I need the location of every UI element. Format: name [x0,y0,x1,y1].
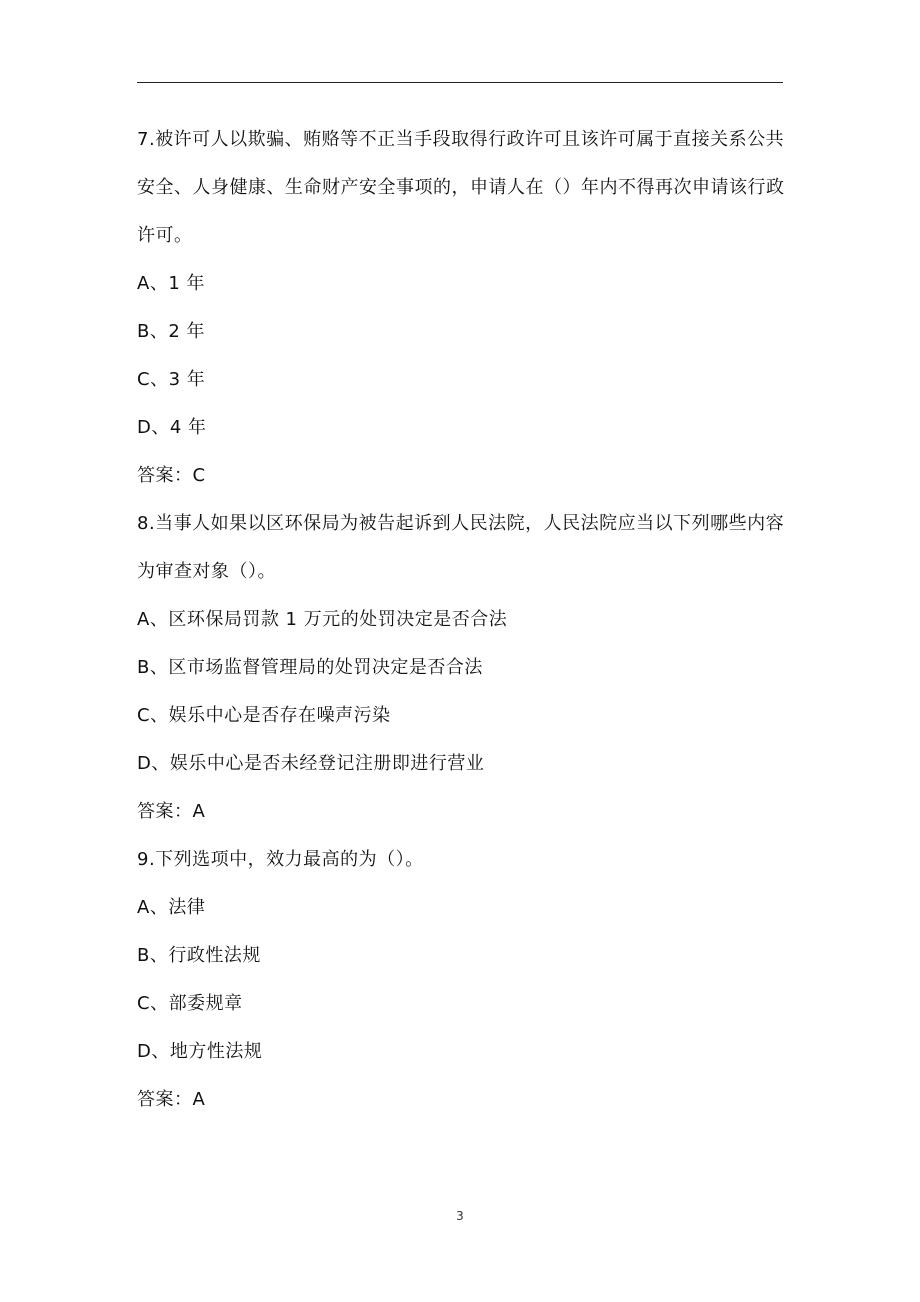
option-b: B、区市场监督管理局的处罚决定是否合法 [137,657,483,678]
question-stem-line: 为审查对象（）。 [137,561,276,582]
question-stem-line: 9.下列选项中，效力最高的为（）。 [137,849,424,870]
answer: 答案：A [137,1089,206,1110]
option-b: B、行政性法规 [137,945,261,966]
option-a: A、1 年 [137,273,205,294]
question-stem-line: 许可。 [137,225,193,246]
question-7 [137,116,787,500]
option-d: D、娱乐中心是否未经登记注册即进行营业 [137,753,485,774]
option-d: D、4 年 [137,417,207,438]
option-c: C、3 年 [137,369,206,390]
answer: 答案：C [137,465,206,486]
question-stem-line: 8.当事人如果以区环保局为被告起诉到人民法院，人民法院应当以下列哪些内容 [137,513,785,534]
option-a: A、法律 [137,897,206,918]
question-stem-line: 7.被许可人以欺骗、贿赂等不正当手段取得行政许可且该许可属于直接关系公共 [137,129,785,150]
option-d: D、地方性法规 [137,1041,263,1062]
option-a: A、区环保局罚款 1 万元的处罚决定是否合法 [137,609,508,630]
header-rule [137,82,783,83]
question-8 [137,500,787,836]
option-c: C、娱乐中心是否存在噪声污染 [137,705,391,726]
answer: 答案：A [137,801,206,822]
question-stem-line: 安全、人身健康、生命财产安全事项的，申请人在（）年内不得再次申请该行政 [137,177,785,198]
option-c: C、部委规章 [137,993,243,1014]
option-b: B、2 年 [137,321,206,342]
question-list [137,116,787,1124]
page-number: 3 [456,1209,464,1223]
question-9 [137,836,787,1124]
